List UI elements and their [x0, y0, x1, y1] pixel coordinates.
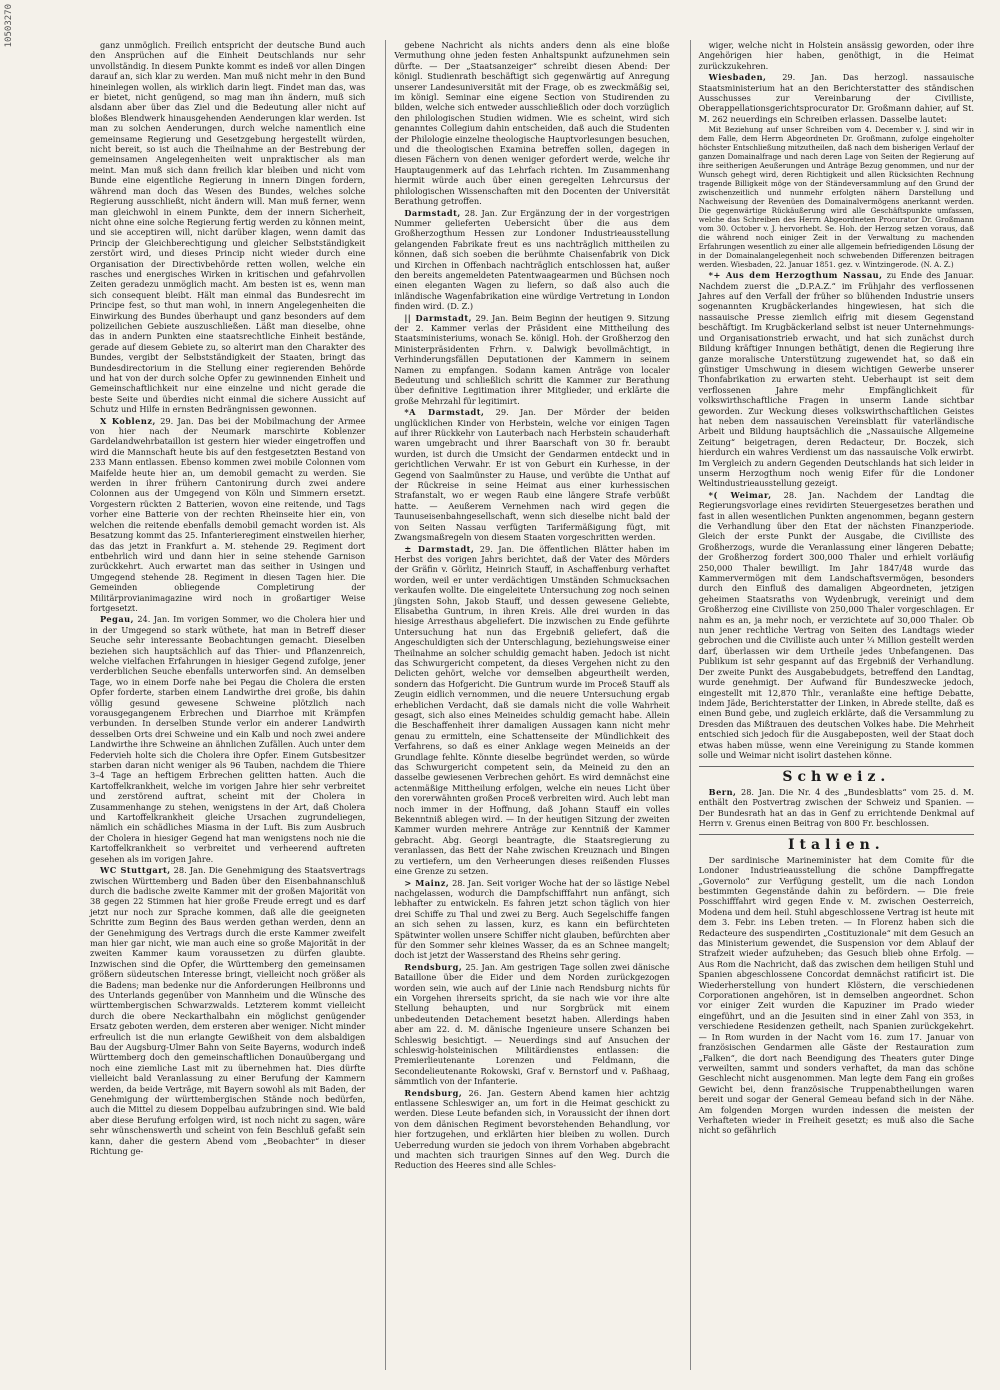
article: [699, 72, 974, 124]
dateline: Wiesbaden,: [708, 72, 767, 83]
dateline: *( Weimar,: [708, 489, 772, 500]
article-text: 28. Jan. Seit voriger Woche hat der so lästige Nebel nachgelassen, wodurch die Dampfschifffahrt nun anfängt, sich lebhafter zu entwickeln. Es fahren jetzt schon täglich von hier drei Schiffe zu Thal und zwei zu Berg. Auch Segelschiffe fangen an sich sehen zu lassen, kurz, es kann ein befürchteten Spätwinter wollen unsere Schiffer nicht glauben, befürchten aber für den Sommer sehr kleines Wasser, da es an Schnee mangelt; doch ist jetzt der Wasserstand des Rheins sehr gering.: [394, 877, 670, 961]
article: [699, 490, 974, 761]
dateline: || Darmstadt,: [404, 312, 472, 323]
article: [394, 544, 669, 877]
article-text: 29. Jan. Das herzogl. nassauische Staatsministerium hat an den Berichterstatter des ständischen Ausschusses zur Vereinbarung der Civilliste, Oberappellationsgerichtsprocurator Dr. Großmann dahier, auf St. M. 262 neuerdings ein Schreiben erlassen. Dasselbe lautet:: [698, 72, 974, 124]
article-text: 29. Jan. Das bei der Mobilmachung der Armee von hier nach der Neumark marschirte Koblenzer Gardelandwehrbataillon ist gestern hier wieder eingetroffen und wird die Mannschaft heute bis auf den festgesetzten Bestand von 233 Mann entlassen. Ebenso kommen zwei mobile Colonnen vom Maifelde heute hier an, um demobil gemacht zu werden. Sie werden in ihrer frühern Cantonirung durch zwei andere Colonnen aus der Umgegend von Köln und Simmern ersetzt. Vorgestern rückten 2 Batterien, wovon eine reitende, und Tags vorher eine Batterie von der rechten Rheinseite hier ein, von welchen die reitende ebenfalls demobil gemacht worden ist. Als Besatzung kommt das 25. Infanterieregiment einstweilen hierher, das das jetzt in Frankfurt a. M. stehende 29. Regiment dort entbehrlich wird und dann hier in seine stehende Garnison zurückkehrt. Auch erwartet man das seither in Usingen und Umgegend stehende 28. Regiment in diesen Tagen hier. Die Gemeinden obliegende Completirung der Militärprovianimagazine wird noch in großartiger Weise fortgesetzt.: [90, 415, 366, 613]
article-text: Der sardinische Marineminister hat dem Comite für die Londoner Industrieausstellung die schöne Dampffregatte „Governolo“ zur Verfügung gestellt, um die nach London bestimmten Gegenstände dahin zu befördern. — Die freie Posschifffahrt wird gegen Ende v. M. zwischen Oesterreich, Modena und dem heil. Stuhl abgeschlossene Vertrag ist heute mit dem 3. Febr. ins Leben treten. — In Florenz haben sich die Redacteure des suspendirten „Costituzionale“ mit dem Gesuch an das Ministerium gewendet, die Suspension vor dem Ablauf der Strafzeit wieder aufzuheben; das Gesuch blieb ohne Erfolg. — Aus Rom die Nachricht, daß das zwischen dem heiligen Stuhl und Spanien abgeschlossene Concordat demnächst ratificirt ist. Die Wiederherstellung von hundert Klöstern, die verschiedenen Corporationen angehören, ist in demselben angeordnet. Schon vor einiger Zeit wurden die Kapuziner im Prado wieder eingeführt, und an die Jesuiten sind in einer Zahl von 353, in verschiedene Residenzen getheilt, nach Spanien zurückgekehrt. — In Rom wurden in der Nacht vom 16. zum 17. Januar von französischen Gendarmen alle Gäste der Restauration zum „Falken“, die dort nach Beendigung des Theaters guter Dinge verweilten, sammt und sonders verhaftet, da man das schöne Geschlecht nicht ausgenommen. Man legte dem Fang ein großes Gewicht bei, denn französische Truppenabtheilungen waren bereit und sogar der General Gemeau befand sich in der Nähe. Am folgenden Morgen wurden indessen die meisten der Verhafteten wieder in Freiheit gesetzt; es muß also die Sache nicht so gefährlich: [698, 854, 974, 1136]
column-1: [82, 40, 373, 1370]
article: [394, 407, 669, 542]
article: [90, 416, 365, 614]
article: [394, 313, 669, 407]
article-text: 24. Jan. Im vorigen Sommer, wo die Cholera hier und in der Umgegend so stark wüthete, hat man in Betreff dieser Seuche sehr interessante Beobachtungen gemacht. Dieselben beziehen sich hauptsächlich auf das Thier- und Pflanzenreich, welche vielfachen Erfahrungen in hiesiger Gegend zufolge, jener verderblichen Seuche ebenfalls unterworfen sind. An demselben Tage, wo in einem Dorfe nahe bei Pegau die Cholera die ersten Opfer forderte, starben einem Landwirthe drei große, bis dahin völlig gesund gewesene Schweine plötzlich nach vorausgegangenem Erbrechen und Diarrhoe mit Krämpfen verbunden. In derselben Stunde verlor ein anderer Landwirth desselben Orts drei Schweine und ein Kalb und noch zwei andere Landwirthe ihre Schweine an ähnlichen Zufällen. Auch unter dem Federvieh holte sich die Cholera ihre Opfer. Einem Gutsbesitzer starben daran nicht weniger als 96 Tauben, nachdem die Thiere 3–4 Tage an heftigem Erbrechen gelitten hatten. Auch die Kartoffelkrankheit, welche im vorigen Jahre hier sehr verbreitet und zerstörend auftrat, scheint mit der Cholera in Zusammenhange zu stehen, wenigstens in der Art, daß Cholera und Kartoffelkrankheit gleiche Ursachen zugrundeliegen, nämlich ein schädliches Miasma in der Luft. Bis zum Ausbruch der Cholera in hiesiger Gegend hat man wenigstens noch nie die Kartoffelkrankheit so verbreitet und verheerend auftreten gesehen als im vorigen Jahre.: [90, 614, 366, 864]
article: [394, 878, 669, 961]
article-text: 26. Jan. Gestern Abend kamen hier achtzig entlassene Schleswiger an, um fort in die Heimat geschickt zu werden. Diese Leute befanden sich, in Voraussicht der ihnen dort von dem dänischen Regiment bevorstehenden Behandlung, vor hier fortzugehen, und erklärten hier bleiben zu wollen. Durch Ueberredung wurden sie jedoch von ihrem Vorhaben abgebracht und machten sich traurigen Sinnes auf den Weg. Durch die Reduction des Heeres sind alle Schles-: [394, 1087, 670, 1171]
dateline: > Mainz,: [404, 877, 450, 888]
dateline: ± Darmstadt,: [404, 543, 475, 554]
article-text: 29. Jan. Beim Beginn der heutigen 9. Sitzung der 2. Kammer verlas der Präsident eine Mittheilung des Staatsministeriums, wonach Se. königl. Hoh. der Großherzog den Ministerpräsidenten Frhrn. v. Dalwigk bevollmächtigt, in Verhinderungsfällen Deputationen der Kammern in seinem Namen zu empfangen. Sodann kamen Anträge von localer Bedeutung und schließlich schritt die Kammer zur Berathung über definitive Legitimation ihrer Mitglieder, und erklärte die große Mehrzahl für legitimirt.: [394, 312, 670, 406]
dateline: Rendsburg,: [404, 961, 463, 972]
dateline: Bern,: [708, 786, 737, 797]
article-text: 28. Jan. Die Genehmigung des Staatsvertrags zwischen Württemberg und Baden über den Eisenbahnanschluß durch die badische zweite Kammer mit der großen Majorität von 38 gegen 22 Stimmen hat hier große Freude erregt und es darf jetzt nur noch zur Sprache kommen, daß alle die geeigneten Schritte zum Beginn des Baus werden gethan werden, denn an der Genehmigung des Vertrags durch die erste Kammer zweifelt man hier gar nicht, wie man auch eine so große Majorität in der zweiten Kammer kaum voraussetzen zu dürfen glaubte. Inzwischen sind die Opfer, die Württemberg den gemeinsamen größern südeutschen Interesse bringt, vielleicht noch größer als die Badens; man bedenke nur die Anforderungen Heilbronns und des Unterlands gegenüber von Mannheim und die Wünsche des württembergischen Schwarzwalds. Letzterem kommt vielleicht durch die obere Neckarthalbahn ein möglichst genügender Ersatz geboten werden, dem ersteren aber weniger. Nicht minder erfreulich ist die nun erlangte Gewißheit von dem alsbaldigen Bau der Augsburg-Ulmer Bahn von Seite Bayerns, wodurch indeß Württemberg doch den gemeinschaftlichen Donauübergang und noch eine ziemliche Last mit zu übernehmen hat. Dies dürfte vielleicht bald Veranlassung zu einer Berufung der Kammern werden, da beide Verträge, mit Bayern sowohl als mit Baden, der Genehmigung der württembergischen Stände noch bedürfen, auch die Mittel zu diesem Doppelbau aufzubringen sind. Wie bald aber diese Berufung erfolgen wird, ist noch nicht zu sagen, wäre sehr wünschenswerth und scheint von fein Beschluß gefaßt sein kann, daher die gestern Abend vom „Beobachter“ in dieser Richtung ge-: [90, 865, 366, 1157]
article: [699, 270, 974, 489]
article-text: 25. Jan. Am gestrigen Tage sollen zwei dänische Bataillone über die Eider und dem Norden zurückgezogen worden sein, wie auch auf der Linie nach Rendsburg nichts für ein Vorgehen ihrerseits spricht, da sie nach wie vor ihre alte Stellung behaupten, und nur Sorgbrück mit einem unbedeutenden Detachement besetzt haben. Allerdings haben aber am 22. d. M. dänische Ingenieure unsere Schanzen bei Schleswig besichtigt. — Neuerdings sind auf Ansuchen der schleswig-holsteinischen Militärdienstes entlassen: die Premierlieutenante Lorenzen und Feldmann, die Secondelieutenante Rokowski, Graf v. Bernstorf und v. Paßhaag, sämmtlich von der Infanterie.: [394, 961, 670, 1087]
article-text: 29. Jan. Der Mörder der beiden unglücklichen Kinder von Herbstein, welche vor einigen Tagen auf ihrer Rückkehr von Lauterbach nach Herbstein schauderhaft waren umgebracht und ihrer Baarschaft von 30 fr. beraubt wurden, ist durch die Umsicht der Gendarmen entdeckt und in gerichtlichen Verwahr. Er ist von Geburt ein Kurhesse, in der Gegend von Saalmünster zu Hause, und verübte die Unthat auf der Rückreise in seine Heimat aus einer kurhessischen Strafanstalt, wo er wegen Raub eine längere Strafe verbüßt hatte. — Aeußerem Vernehmen nach wird gegen die Taunuseisenbahngesellschaft, wenn sich dieselbe nicht bald der von Seiten Nassau verfügten Tarifermäßigung fügt, mit Zwangsmaßregeln von diesem Staaten vorgeschritten werden.: [394, 407, 670, 543]
quoted-letter: Mit Beziehung auf unser Schreiben vom 4. December v. J. sind wir in dem Falle, dem Herrn Abgeordneten Dr. Großmann, zufolge eingeholter höchster Entschließung mitzutheilen, daß nach dem bisherigen Verlauf der ganzen Domainalfrage und nach deren Lage von Seiten der Regierung auf ihre seitherigen Aeußerungen und Anträge Bezug genommen, und nur der Wunsch gehegt wird, deren Richtigkeit und allen Rücksichten Rechnung tragende Billigkeit möge von der Ständeversammlung auf den Grund der zwischenzeitlich und nunmehr erfolgten nähern Darstellung und Nachweisung der Revenüen des Domainalvermögens anerkannt werden. Die gegenwärtige Rückäußerung wird alle Geschäftspunkte umfassen, welche das Schreiben des Herrn Abgeordneten Procurator Dr. Großmann vom 30. October v. J. hervorhebt. Se. Hoh. der Herzog setzen voraus, daß die während noch einiger Zeit in der Verwaltung zu machenden Erfahrungen wesentlich zu einer alle allgemein befriedigenden Lösung der in der Domainalangelegenheit noch schwebenden Differenzen beitragen werden. Wiesbaden, 22. Januar 1851. gez. v. Wintzingerode. (N. A. Z.): [698, 125, 974, 270]
dateline: *+ Aus dem Herzogthum Nassau,: [708, 270, 883, 281]
article: [90, 865, 365, 1156]
page-id: 10503270: [4, 4, 14, 48]
article: [394, 962, 669, 1087]
article-text: wiger, welche nicht in Holstein ansässig geworden, oder ihre Angehörigen hier haben, genöthigt, in die Heimat zurückzukehren.: [698, 40, 974, 71]
article: [90, 614, 365, 864]
dateline: X Koblenz,: [100, 415, 156, 426]
column-3: [690, 40, 982, 1370]
article-text: zu Ende des Januar. Nachdem zuerst die „D.P.A.Z.“ im Frühjahr des verflossenen Jahres auf den Verfall der früher so blühenden Industrie unsers sogenannten Krugbäckerlandes hingewiesen, hat sich die nassauische Presse ziemlich eifrig mit diesem Gegenstand beschäftigt. Im Krugbäckerland selbst ist neuer Unternehmungs- und Organisationstrieb erwacht, und hat sich zunächst durch Bildung kräftiger Innungen bethätigt, denen die Regierung ihre ganze moralische Unterstützung zugewendet hat, so daß ein günstiger Umschwung in diesem wichtigen Gewerbe unserer Thonfabrikation zu erwarten steht. Ueberhaupt ist seit dem verflossenen Jahre mehr Empfänglichkeit für volkswirthschaftliche Fragen in unserm Lande sichtbar geworden. Zur Weckung dieses volkswirthschaftlichen Geistes hat neben dem nassauischen Vereinsblatt für vaterländische Arbeit und Bildung hauptsächlich die „Nassauische Allgemeine Zeitung“ beigetragen, deren Redacteur, Dr. Boczek, sich hierdurch ein wahres Verdienst um das nassauische Volk erwirbt. Im Vergleich zu andern Gegenden Deutschlands hat sich leider in unserm Herzogthum noch wenig Eifer für die Londoner Weltindustrieausstellung gezeigt.: [698, 270, 974, 489]
article: [699, 787, 974, 829]
column-2: [385, 40, 677, 1370]
article-text: ganz unmöglich. Freilich entspricht der deutsche Bund auch den Ansprüchen auf die Einheit Deutschlands nur sehr unvollständig. In diesem Punkte kommt es indeß vor allen Dingen darauf an, sich klar zu werden. Man muß nicht mehr in den Bund hineinlegen wollen, als wirklich darin liegt. Findet man das, was er bietet, nicht genügend, so mag man ihn ändern, muß sich alsdann aber über das Ziel und die Bedeutung aller nicht auf bloßes Blendwerk hinausgehenden Aenderungen klar werden. Ist man zu solchen Aenderungen, durch welche namentlich eine gemeinsame Regierung und Gesetzgebung hergestellt würden, nicht bereit, so ist auch die Theilnahme an der Bestrebung der gemeinsamen Angelegenheiten weit unpraktischer als man meint. Man muß sich dann freilich klar bleiben und nicht vom Bunde eine eigentliche Regierung in innern Dingen fordern, während man doch das Wesen des Bundes, welches solche Regierung ausschließt, nicht ändern will. Man muß ferner, wenn man gleichwohl in einem Punkte, dem der innern Sicherheit, nicht ohne eine solche Regierung fertig werden zu können meint, und sie acceptiren will, nicht darüber klagen, wenn damit das Princip der Gleichberechtigung und gleicher Selbstständigkeit zerstört wird, und dieses Princip nicht wieder durch eine Organisation der Directivbehörde retten wollen, welche ein rasches und energisches Wirken in kritischen und gefahrvollen Zeiten geradezu unmöglich macht. Am besten ist es, wenn man sich consequent bleibt. Hält man einmal das Bundesrecht im Principe fest, so thut man wohl, in innern Angelegenheiten die Einwirkung des Bundes überhaupt und ganz besonders auf dem polizeilichen Gebiete auszuschließen. Läßt man dieselbe, ohne das in andern Punkten eine staatsrechtliche Einheit bestände, gerade auf diesem Gebiete zu, so alterirt man den Charakter des Bundes, vergibt der Selbstständigkeit der Staaten, bringt das Bundesdirectorium in die Stellung einer regierenden Behörde und hat von der durch solche Opfer zu gewinnenden Einheit und Gemeinschaftlichkeit nur eine einzelne und nicht gerade die beste Seite und überdies nicht einmal die sichere Aussicht auf Schutz und Hilfe in ernsten Bedrängnissen gewonnen.: [90, 40, 366, 415]
article-text: 29. Jan. Die öffentlichen Blätter haben im Herbst des vorigen Jahrs berichtet, daß der Vater des Mörders der Gräfin v. Görlitz, Heinrich Stauff, in Aschaffenburg verhaftet worden, weil er unter verdächtigen Umständen Schmucksachen verkaufen wollte. Die eingeleitete Untersuchung zog noch seinen jüngsten Sohn, Jakob Stauff, und dessen gewesene Geliebte, Elisabetha Guntrum, in ihren Kreis. Alle drei wurden in das hiesige Arresthaus abgeliefert. Die inzwischen zu Ende geführte Untersuchung hat nun das Ergebniß geliefert, daß die Angeschuldigten sich der Unterschlagung, beziehungsweise einer Theilnahme an solcher schuldig gemacht haben. Jedoch ist nicht das Schwurgericht competent, da dieses Vergehen nicht zu den Delicten gehört, welche vor demselben abgeurtheilt werden, sondern das Hofgericht. Die Guntrum wurde im Proceß Stauff als Zeugin eidlich vernommen, und die neuere Untersuchung ergab erheblichen Verdacht, daß sie damals nicht die volle Wahrheit gesagt, sich also eines Meineides schuldig gemacht habe. Allein die Beschaffenheit ihrer damaligen Aussagen kann nicht mehr genau zu ermitteln, eine Schattenseite der Mündlichkeit des Verfahrens, so daß es einer Anklage wegen Meineids an der Grundlage fehlte. Könnte dieselbe begründet werden, so würde das Schwurgericht competent sein, da Meineid zu den an dasselbe gewiesenen Verbrechen gehört. Es wird demnächst eine actenmäßige Mittheilung erfolgen, welche ein neues Licht über den vorerwähnten großen Proceß verbreiten wird. Auch lebt man noch immer in der Hoffnung, daß Johann Stauff ein volles Bekenntniß ablegen wird. — In der heutigen Sitzung der zweiten Kammer wurden mehrere Anträge zur Kenntniß der Kammer gebracht. Abg. Georgi beantragte, die Staatsregierung zu veranlassen, das Bett der Nahe zwischen Kreuznach und Bingen zu vertiefern, um den Verheerungen dieses reißenden Flusses eine Grenze zu setzen.: [394, 543, 670, 877]
section-heading-italien: Italien.: [699, 834, 974, 850]
article: [394, 1088, 669, 1171]
dateline: Pegau,: [100, 614, 134, 625]
article-text: 28. Jan. Die Nr. 4 des „Bundesblatts“ vom 25. d. M. enthält den Postvertrag zwischen der Schweiz und Spanien. — Der Bundesrath hat an das in Genf zu errichtende Denkmal auf Herrn v. Grenus einen Beitrag von 800 Fr. beschlossen.: [698, 786, 974, 828]
dateline: *A Darmstadt,: [404, 407, 485, 418]
article-text: 28. Jan. Zur Ergänzung der in der vorgestrigen Nummer gelieferten Uebersicht über die aus dem Großherzogthum Hessen zur Londoner Industrieausstellung gelangenden Fabrikate freut es uns nachträglich mittheilen zu können, daß sich soeben die berühmte Chaisenfabrik von Dick und Kirchen in Offenbach nachträglich entschlossen hat, außer den bereits angemeldeten Patentwaagearmen und Büchsen noch einen eleganten Wagen zu liefern, so daß also auch die inländische Wagenfabrikation eine würdige Vertretung in London finden wird. (D. Z.): [394, 207, 670, 312]
article-text: gebene Nachricht als nichts anders denn als eine bloße Vermuthung ohne jeden festen Anhaltspunkt aufzunehmen sein dürfte. — Der „Staatsanzeiger“ schreibt diesen Abend: Der königl. Studienrath beschäftigt sich gegenwärtig auf Anregung unserer Landesuniversität mit der Frage, ob es zweckmäßig sei, im königl. Seminar eine eigene Section von Studirenden zu bilden, welche sich entweder ausschließlich oder doch vorzüglich den philologischen Studien widmen. Wie es scheint, wird sich genanntes Collegium dahin entscheiden, daß auch die Studenten der Philologie einzelne theologische Hauptvorlesungen besuchen, und die theologischen Examina betreffen sollen, dagegen in diesen Fächern von denen weniger gefordert werde, welche ihr Hauptaugenmerk auf das Lehrfach richten. Im Zusammenhang hiermit würde auch über einen geregelten Lehrcursus der philologischen Wissenschaften mit den Docenten der Universität Berathung getroffen.: [394, 40, 670, 207]
newspaper-columns: [82, 40, 982, 1370]
dateline: Rendsburg,: [404, 1087, 463, 1098]
dateline: WC Stuttgart,: [100, 865, 171, 876]
article-text: 28. Jan. Nachdem der Landtag die Regierungsvorlage eines revidirten Steuergesetzes berathen und fast in allen wesentlichen Punkten angenommen, begann gestern die Verhandlung über den Etat der nächsten Finanzperiode. Gleich der erste Punkt der Ausgabe, die Civilliste des Großherzogs, wurde die Veranlassung einer längeren Debatte; der Großherzog fordert 300,000 Thaler und erhielt vorläufig 250,000 Thaler bewilligt. Im Jahr 1847/48 wurde das Kammervermögen mit dem Landschaftsvermögen, besonders durch den Einfluß des damaligen Abgeordneten, jetzigen geheimen Staatsraths von Wydenbrugk, vereinigt und dem Großherzog eine Civilliste von 250,000 Thaler vorgeschlagen. Er nahm es an, ja mehr noch, er verzichtete auf 30,000 Thaler. Ob nun jener rechtliche Vertrag von Seiten des Landtags wieder gebrochen und die Civilliste auch unter ¼ Million gestellt werden darf, überlassen wir dem Urtheile jedes Unbefangenen. Das Publikum ist sehr gespannt auf das Ergebniß der Verhandlung. Der zweite Punkt des Ausgabebudgets, betreffend den Landtag, wurde genehmigt. Der Aufwand für Bundeszwecke jedoch, eingestellt mit 12,870 Thlr., veranlaßte eine heftige Debatte, indem Jäde, Berichterstatter der Linken, in Abrede stellte, daß es einen Bund gebe, und zugleich erklärte, daß die Versammlung zu Dresden das Mißtrauen des deutschen Volkes habe. Die Mehrheit entschied sich jedoch für die Ausgabeposten, weil der Staat doch etwas haben müsse, wenn eine Vereinigung zu Stande kommen solle und Weimar nicht isolirt dastehen könne.: [698, 489, 974, 760]
section-heading-schweiz: Schweiz.: [699, 766, 974, 782]
dateline: Darmstadt,: [404, 207, 461, 218]
article: [394, 208, 669, 312]
